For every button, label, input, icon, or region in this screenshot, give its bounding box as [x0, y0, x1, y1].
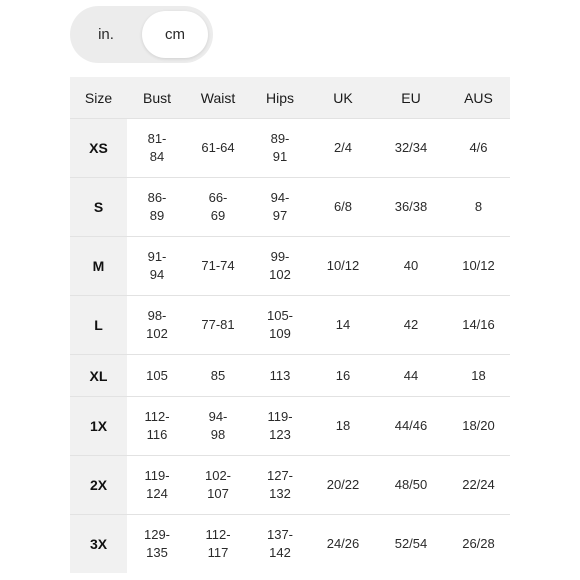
cell-uk-text: 6/8 — [333, 199, 353, 214]
cell-size-text: XL — [89, 367, 108, 384]
cell-uk-text: 14 — [335, 317, 351, 332]
cell-waist — [187, 237, 249, 296]
cell-size — [70, 456, 127, 515]
cell-uk-text: 24/26 — [326, 536, 360, 551]
cell-eu — [375, 296, 447, 355]
cell-eu — [375, 119, 447, 178]
column-header-eu: EU — [375, 77, 447, 119]
column-header-size: Size — [70, 77, 127, 119]
cell-aus — [447, 178, 510, 237]
cell-hips-text: 89- 91 — [270, 131, 290, 164]
cell-size-text: 2X — [89, 477, 108, 493]
cell-aus — [447, 515, 510, 574]
cell-size — [70, 515, 127, 574]
table-row — [70, 515, 510, 574]
column-header-aus: AUS — [447, 77, 510, 119]
cell-uk — [311, 178, 375, 237]
cell-waist-text: 112- 117 — [205, 527, 231, 560]
unit-toggle[interactable] — [70, 6, 213, 63]
cell-hips-text: 137- 142 — [266, 527, 294, 560]
cell-size-text: S — [93, 199, 104, 215]
cell-aus-text: 8 — [474, 199, 483, 214]
cell-bust — [127, 237, 187, 296]
cell-uk-text: 16 — [335, 367, 351, 383]
cell-hips — [249, 456, 311, 515]
table-row — [70, 456, 510, 515]
column-header-uk: UK — [311, 77, 375, 119]
cell-aus — [447, 456, 510, 515]
cell-eu — [375, 397, 447, 456]
cell-aus-text: 26/28 — [462, 536, 495, 551]
cell-size-text: 1X — [89, 418, 108, 434]
table-header-row — [70, 77, 510, 119]
cell-size — [70, 355, 127, 397]
cell-hips — [249, 119, 311, 178]
cell-uk — [311, 296, 375, 355]
table-row — [70, 296, 510, 355]
cell-uk — [311, 456, 375, 515]
column-header-waist: Waist — [187, 77, 249, 119]
cell-aus-text: 22/24 — [462, 477, 495, 492]
cell-eu — [375, 515, 447, 574]
cell-eu-text: 48/50 — [394, 477, 428, 492]
cell-waist — [187, 355, 249, 397]
cell-hips — [249, 397, 311, 456]
cell-bust — [127, 119, 187, 178]
cell-waist — [187, 515, 249, 574]
cell-eu-text: 42 — [403, 317, 419, 332]
cell-hips-text: 113 — [269, 367, 291, 383]
cell-size — [70, 178, 127, 237]
cell-bust — [127, 456, 187, 515]
cell-aus — [447, 119, 510, 178]
cell-eu — [375, 355, 447, 397]
cell-bust — [127, 178, 187, 237]
cell-hips-text: 99- 102 — [269, 249, 291, 282]
table-row — [70, 237, 510, 296]
cell-waist — [187, 456, 249, 515]
cell-aus — [447, 296, 510, 355]
cell-hips — [249, 237, 311, 296]
cell-eu-text: 40 — [403, 258, 419, 273]
table-row — [70, 119, 510, 178]
cell-size-text: 3X — [89, 536, 108, 552]
cell-size — [70, 237, 127, 296]
cell-hips — [249, 355, 311, 397]
cell-waist-text: 61-64 — [201, 140, 235, 155]
cell-aus — [447, 355, 510, 397]
cell-waist — [187, 119, 249, 178]
column-header-bust: Bust — [127, 77, 187, 119]
cell-hips — [249, 515, 311, 574]
unit-option-inches[interactable]: in. — [98, 26, 114, 43]
cell-size-text: XS — [89, 140, 108, 156]
cell-hips-text: 119- 123 — [267, 409, 293, 442]
cell-bust-text: 112- 116 — [144, 409, 170, 442]
cell-waist — [187, 178, 249, 237]
cell-hips — [249, 296, 311, 355]
cell-eu-text: 44/46 — [394, 418, 428, 433]
cell-bust — [127, 397, 187, 456]
cell-size-text: M — [92, 258, 105, 274]
cell-waist-text: 102- 107 — [204, 468, 232, 501]
cell-uk — [311, 355, 375, 397]
cell-waist-text: 85 — [210, 367, 226, 383]
cell-eu-text: 36/38 — [394, 199, 428, 214]
cell-hips-text: 127- 132 — [266, 468, 294, 501]
cell-waist-text: 66- 69 — [208, 190, 228, 223]
size-chart-table — [70, 77, 510, 573]
cell-size-text: L — [94, 317, 103, 333]
cell-bust — [127, 515, 187, 574]
cell-eu — [375, 178, 447, 237]
cell-bust-text: 86- 89 — [147, 190, 167, 223]
cell-size — [70, 296, 127, 355]
cell-aus-text: 4/6 — [469, 140, 488, 155]
cell-aus — [447, 237, 510, 296]
cell-aus — [447, 397, 510, 456]
cell-waist-text: 71-74 — [201, 258, 235, 273]
cell-bust-text: 98- 102 — [146, 308, 168, 341]
cell-hips-text: 94- 97 — [270, 190, 290, 223]
cell-uk-text: 10/12 — [326, 258, 360, 273]
cell-eu — [375, 456, 447, 515]
table-row — [70, 355, 510, 397]
column-header-hips: Hips — [249, 77, 311, 119]
cell-waist — [187, 296, 249, 355]
table-row — [70, 178, 510, 237]
cell-eu-text: 52/54 — [394, 536, 428, 551]
cell-aus-text: 10/12 — [462, 258, 495, 273]
cell-hips-text: 105- 109 — [266, 308, 294, 341]
cell-eu-text: 44 — [403, 367, 419, 383]
cell-eu-text: 32/34 — [394, 140, 428, 155]
cell-aus-text: 14/16 — [462, 317, 495, 332]
cell-aus-text: 18 — [471, 367, 486, 383]
cell-uk — [311, 515, 375, 574]
cell-bust-text: 91- 94 — [147, 249, 167, 282]
cell-waist — [187, 397, 249, 456]
cell-uk-text: 20/22 — [326, 477, 360, 492]
cell-bust-text: 119- 124 — [144, 468, 170, 501]
cell-uk — [311, 119, 375, 178]
cell-aus-text: 18/20 — [462, 418, 495, 433]
cell-bust-text: 81- 84 — [147, 131, 167, 164]
cell-uk — [311, 397, 375, 456]
table-row — [70, 397, 510, 456]
cell-bust — [127, 296, 187, 355]
cell-uk-text: 18 — [335, 418, 351, 433]
cell-bust — [127, 355, 187, 397]
cell-waist-text: 77-81 — [201, 317, 235, 332]
cell-uk — [311, 237, 375, 296]
cell-size — [70, 119, 127, 178]
cell-bust-text: 129- 135 — [143, 527, 171, 560]
cell-size — [70, 397, 127, 456]
cell-bust-text: 105 — [146, 367, 168, 383]
cell-eu — [375, 237, 447, 296]
unit-option-cm[interactable]: cm — [142, 11, 208, 58]
cell-uk-text: 2/4 — [333, 140, 353, 155]
cell-hips — [249, 178, 311, 237]
cell-waist-text: 94- 98 — [208, 409, 228, 442]
